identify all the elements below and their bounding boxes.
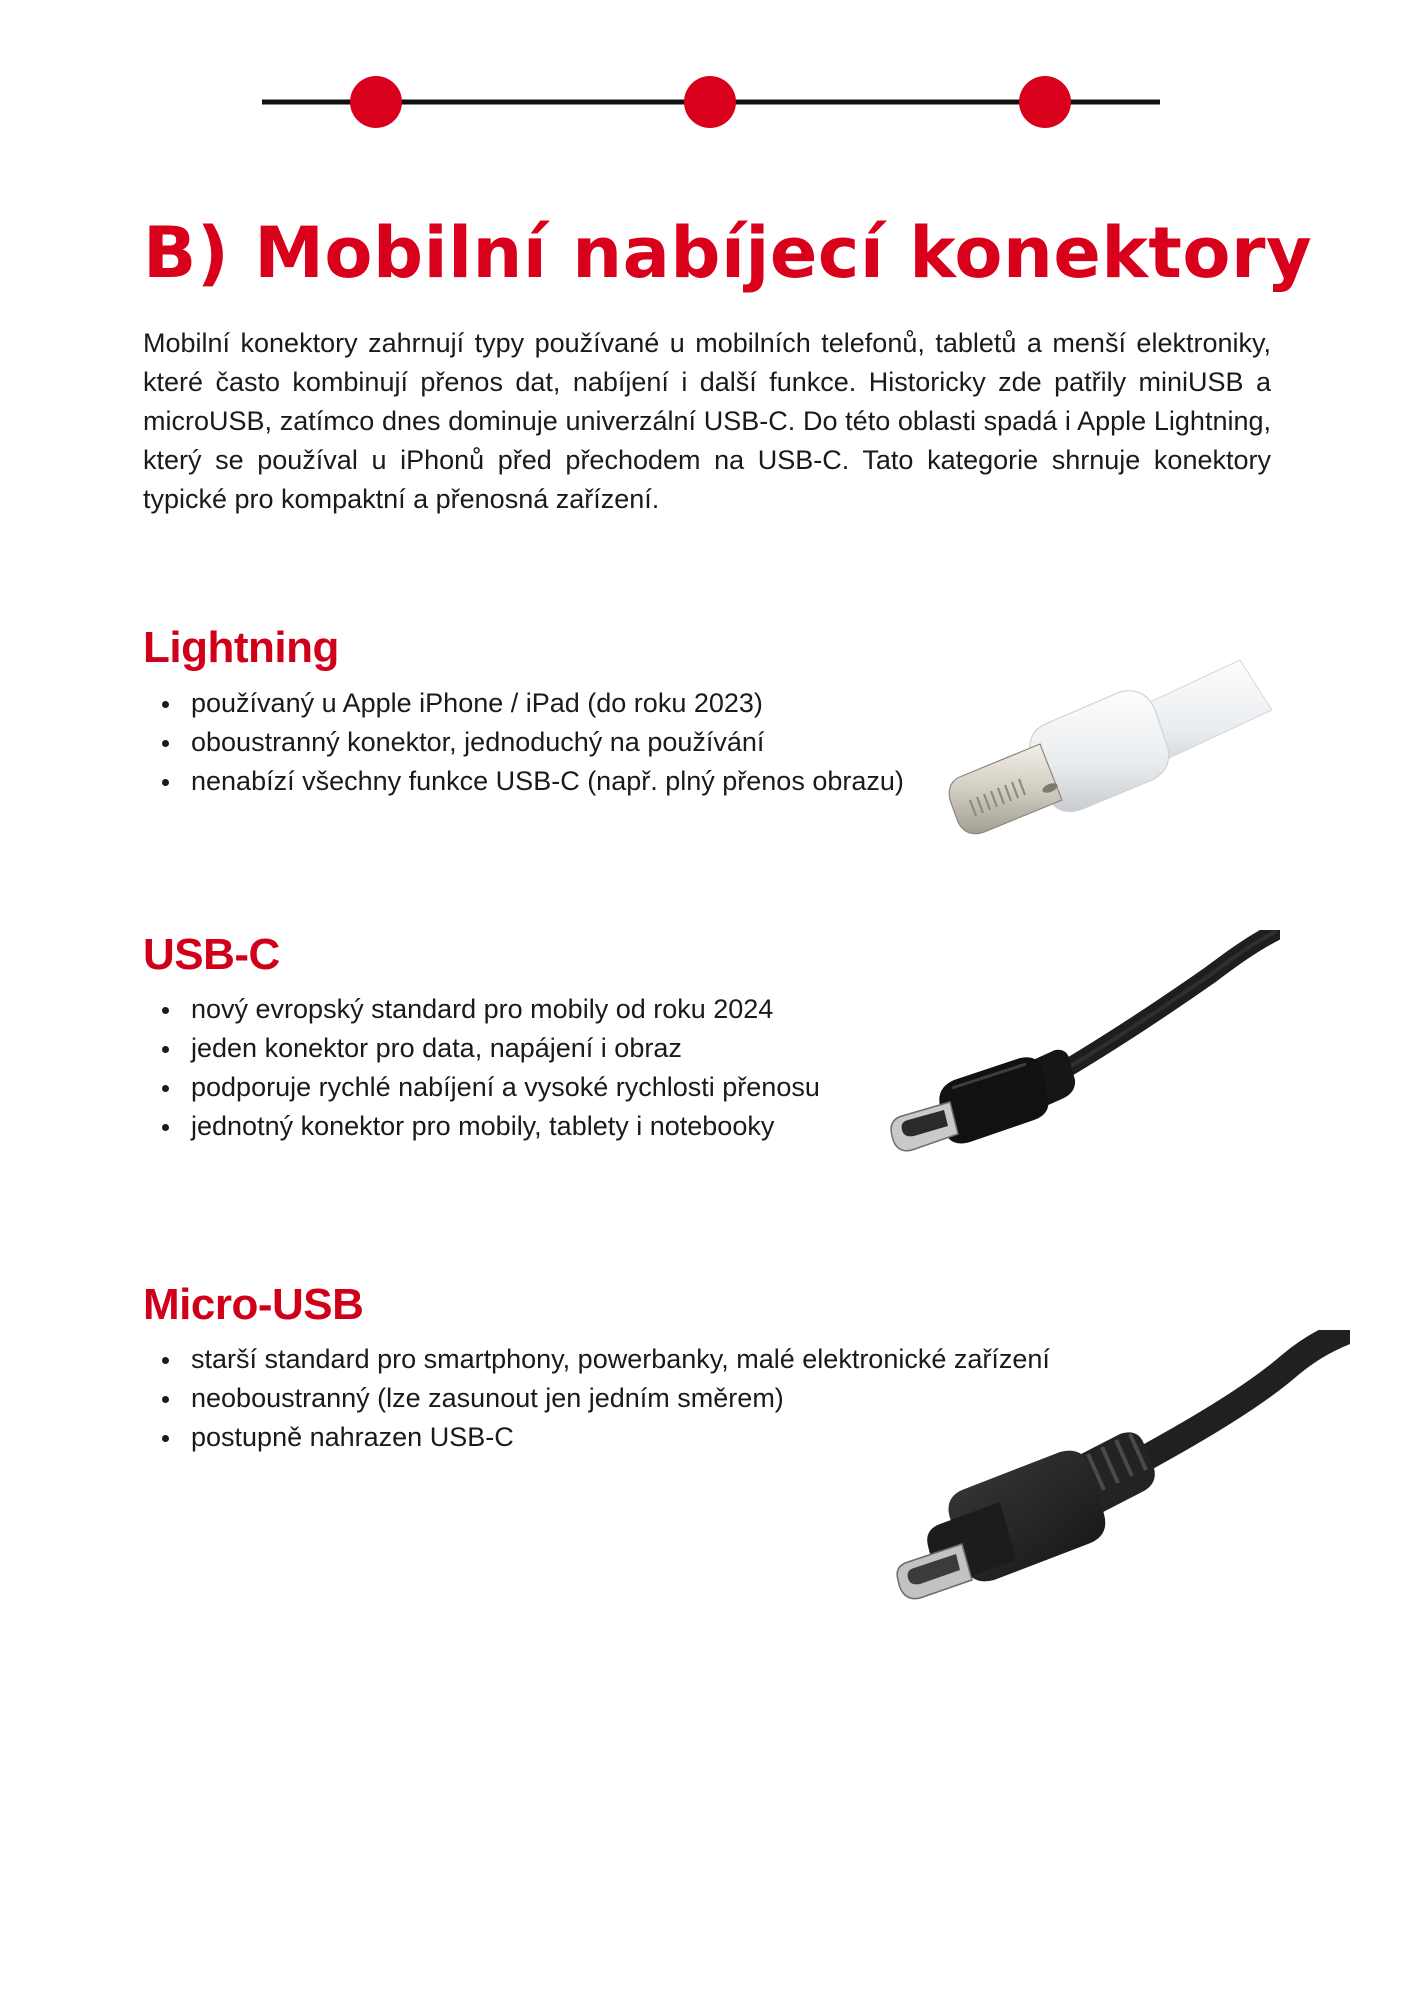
bullet-dot [162, 1085, 169, 1092]
bullet-dot [162, 1007, 169, 1014]
list-item [143, 762, 904, 801]
section-heading-usb-c: USB-C [143, 930, 280, 979]
bullet-dot [162, 1124, 169, 1131]
list-item-text: nový evropský standard pro mobily od roku 2024 [191, 994, 774, 1024]
lightning-cable-icon [940, 640, 1290, 880]
list-item-text: podporuje rychlé nabíjení a vysoké rychlosti přenosu [191, 1072, 820, 1102]
bullet-dot [162, 779, 169, 786]
timeline-dot-3 [1019, 76, 1071, 128]
list-item [143, 684, 904, 723]
list-item-text: oboustranný konektor, jednoduchý na používání [191, 727, 765, 757]
page-title: B) Mobilní nabíjecí konektory [143, 212, 1313, 294]
timeline-dot-1 [350, 76, 402, 128]
list-item [143, 1068, 820, 1107]
list-item-text: používaný u Apple iPhone / iPad (do roku 2023) [191, 688, 763, 718]
micro-usb-cable-icon [890, 1330, 1350, 1660]
list-item-text: postupně nahrazen USB-C [191, 1422, 514, 1452]
list-item [143, 990, 820, 1029]
list-item-text: neoboustranný (lze zasunout jen jedním směrem) [191, 1383, 784, 1413]
bullet-dot [162, 1357, 169, 1364]
usb-c-cable-icon [880, 930, 1280, 1170]
bullet-list-lightning [143, 684, 904, 801]
top-timeline-decoration [0, 0, 1414, 200]
bullet-dot [162, 740, 169, 747]
list-item-text: nenabízí všechny funkce USB-C (např. plný přenos obrazu) [191, 766, 904, 796]
section-heading-lightning: Lightning [143, 623, 339, 672]
bullet-dot [162, 1396, 169, 1403]
list-item-text: jeden konektor pro data, napájení i obraz [191, 1033, 682, 1063]
list-item-text: jednotný konektor pro mobily, tablety i notebooky [191, 1111, 775, 1141]
list-item [143, 1107, 820, 1146]
list-item [143, 723, 904, 762]
intro-paragraph: Mobilní konektory zahrnují typy používané u mobilních telefonů, tabletů a menší elektroniky, které často kombinují přenos dat, nabíjení i další funkce. Historicky zde patřily miniUSB a microUSB, zatímco dnes dominuje univerzální USB-C. Do této oblasti spadá i Apple Lightning, který se používal u iPhonů před přechodem na USB-C. Tato kategorie shrnuje konektory typické pro kompaktní a přenosná zařízení. [143, 328, 1271, 514]
list-item [143, 1029, 820, 1068]
bullet-dot [162, 701, 169, 708]
list-item-text: starší standard pro smartphony, powerbanky, malé elektronické zařízení [191, 1344, 1050, 1374]
bullet-dot [162, 1046, 169, 1053]
bullet-dot [162, 1435, 169, 1442]
timeline-dot-2 [684, 76, 736, 128]
bullet-list-usb-c [143, 990, 820, 1146]
section-heading-micro-usb: Micro-USB [143, 1280, 364, 1329]
